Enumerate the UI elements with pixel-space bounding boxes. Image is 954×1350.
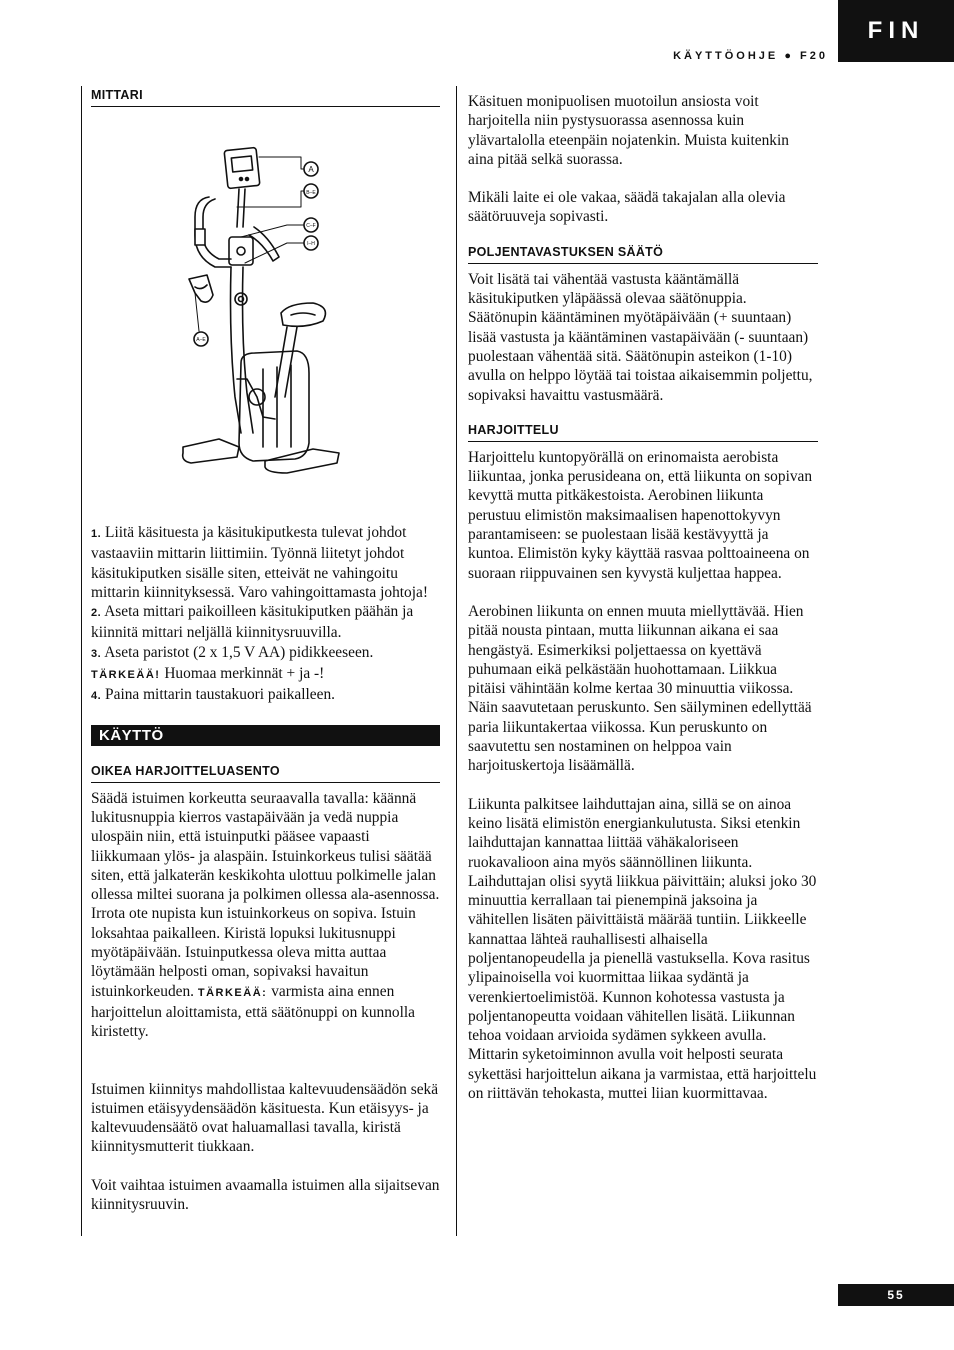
training-paragraph-2: Aerobinen liikunta on ennen muuta miellyttävää. Hien pitää nousta pintaan, mutta liikunnan aikana ei saa hengästyä. Esimerkiksi poljettaessa on kyettävä puhumaan eikä pelkästään huohottamaan. Liikkua pitäisi vähintään kolme kertaa 30 minuuttia viikossa. Näin saavutetaan peruskunto. Sen säilyminen edellyttää paria liikuntakertaa viikossa. Kun peruskunto on saavutettu sen nostaminen on helppoa vain harjoituskertoja lisäämällä. [468, 602, 812, 775]
step-number: 3. [91, 647, 102, 660]
middle-column-rule [456, 86, 457, 1236]
callout-label: A [308, 165, 314, 174]
right-column [468, 92, 818, 1103]
bullet-separator: ● [784, 50, 794, 62]
intro-paragraph-1: Käsituen monipuolisen muotoilun ansiosta voit harjoitella niin pystysuorassa asennossa kuin ylävartalolla eteenpäin nojatenkin. Muista kuitenkin aina pitää selkä suorassa. [468, 93, 789, 168]
posture-important-label: TÄRKEÄÄ: [197, 986, 268, 999]
step-number: 2. [91, 607, 102, 620]
posture-paragraph-3: Voit vaihtaa istuimen avaamalla istuimen alla sijaitsevan kiinnitysruuvin. [91, 1176, 440, 1214]
training-paragraph-3: Liikunta palkitsee laihduttajan aina, sillä se on ainoa keino lisätä elimistön energiankulutusta. Siksi etenkin laihduttajan kannattaa liittää vähäkaloriseen ruokavalioon aina myös säännöllinen liikunta. Laihduttajan olisi syytä liikkua päivittäin; aluksi joko 30 minuuttia kerrallaan tai pienempinä jaksoina ja vähitellen lisäten päivittäistä määrää tuntiin. Liikkeelle kannattaa lähteä rauhallisesti alhaisella poljentanopeudella ja pienellä vastuksella. Kova rasitus ylipainoisella voi kuormittaa liikaa sydäntä ja verenkiertoelimistöä. Kunnon kohotessa vastusta ja poljentanopeutta voidaan vähitellen lisätä. Liikunnan tehoa voidaan arvioida sydämen sykkeen avulla. Mittarin syketoiminnon avulla voit helposti seurata sykettäsi harjoittelun aikana ja varmistaa, että harjoittelu on riittävän tehokasta, muttei liian kuormittavaa. [468, 795, 817, 1103]
posture-paragraph-1 [91, 789, 440, 1042]
step-2 [91, 602, 440, 643]
step-text: Liitä käsituesta ja käsitukiputkesta tulevat johdot vastaaviin mittarin liittimiin. Työnnä liitetyt johdot käsitukiputken sisälle siten, etteivät ne vahingoitu mittarin kiinnityksessä. Varo vahingoittamasta johtoja! [91, 524, 428, 601]
intro-paragraph-2: Mikäli laite ei ole vakaa, säädä takajalan alla olevia säätöruuveja sopivasti. [468, 189, 786, 226]
kaytto-section-bar: KÄYTTÖ [91, 725, 440, 746]
resistance-heading: POLJENTAVASTUKSEN SÄÄTÖ [468, 245, 818, 264]
callout-label: A–E [196, 337, 206, 343]
model-name: F20 [800, 50, 828, 62]
exercise-bike-diagram [91, 117, 431, 497]
posture-text-b: varmista aina ennen harjoittelun aloittamista, että säätönuppi on kunnolla kiristetty. [91, 982, 415, 1041]
important-label: TÄRKEÄÄ! [91, 669, 161, 682]
step-number: 4. [91, 690, 102, 703]
step-4 [91, 685, 440, 706]
important-text: Huomaa merkinnät + ja -! [164, 665, 325, 683]
training-paragraph-1: Harjoittelu kuntopyörällä on erinomaista aerobista liikuntaa, jonka perusideana on, että liikunta on sopivan kevyttä mutta pitkäkestoista. Aerobinen liikunta perustuu elimistön maksimaalisen hapenottokyvyn parantamiseen: se puolestaan lisää kestävyyttä ja kuntoa. Elimistön kyky käyttää rasvaa polttoaineena on suoraan riippuvainen sen kyvystä kuljettaa happea. [468, 448, 813, 582]
important-note [91, 664, 440, 685]
training-heading: HARJOITTELU [468, 423, 818, 442]
page-number: 55 [838, 1284, 954, 1306]
step-3 [91, 643, 440, 664]
step-1 [91, 523, 440, 602]
step-text: Paina mittarin taustakuori paikalleen. [105, 686, 335, 704]
step-number: 1. [91, 528, 102, 540]
left-column [91, 88, 440, 1214]
posture-paragraph-2: Istuimen kiinnitys mahdollistaa kaltevuudensäädön sekä istuimen etäisyydensäädön käsituesta. Kun etäisyys- ja kaltevuudensäätö ovat haluamallasi tavalla, kiristä kiinnitysmutterit tiukkaan. [91, 1080, 439, 1156]
running-header [673, 50, 828, 62]
callout-label: B–E [306, 190, 316, 196]
step-text: Aseta mittari paikoilleen käsitukiputken päähän ja kiinnitä mittari neljällä kiinnitysruuvilla. [91, 603, 414, 642]
running-title: KÄYTTÖOHJE [673, 50, 779, 62]
left-column-rule [81, 86, 82, 1236]
posture-text-a: Säädä istuimen korkeutta seuraavalla tavalla: käännä lukitusnuppia kierros vastapäivään ja vedä nuppia ulospäin niin, että istuinputki pääsee vapaasti liikkumaan ylös- ja alaspäin. Istuinkorkeus tulisi säätää siten, että jalkaterän keskikohta ulottuu polkimelle jalan ollessa miltei suorana ja polkimen ollessa ala-asennossa. Irrota ote nupista kun istuinkorkeus on sopiva. Istuin loksahtaa paikalleen. Kiristä lopuksi lukitusnuppi myötäpäivään. Istuinputkessa oleva mitta auttaa löytämään helposti oman, sopivaksi havaitun istuinkorkeuden. [91, 789, 440, 1000]
mittari-heading: MITTARI [91, 88, 440, 107]
resistance-paragraph: Voit lisätä tai vähentää vastusta kääntämällä käsitukiputken yläpäässä olevaa säätönuppia. Säätönupin kääntäminen myötäpäivään (+ suuntaan) lisää vastusta ja kääntäminen vastapäivään (- suuntaan) puolestaan vähentää sitä. Säätönupin asteikon (1-10) avulla on helppo löytää tai toistaa aikaisemmin poljettu, sopivaksi havaittu vastusmäärä. [468, 270, 813, 404]
callout-label: C–F [306, 223, 316, 229]
language-tab: FIN [838, 0, 954, 62]
posture-heading: OIKEA HARJOITTELUASENTO [91, 764, 440, 783]
callout-label: I–H [307, 241, 315, 247]
step-text: Aseta paristot (2 x 1,5 V AA) pidikkeeseen. [104, 643, 374, 661]
